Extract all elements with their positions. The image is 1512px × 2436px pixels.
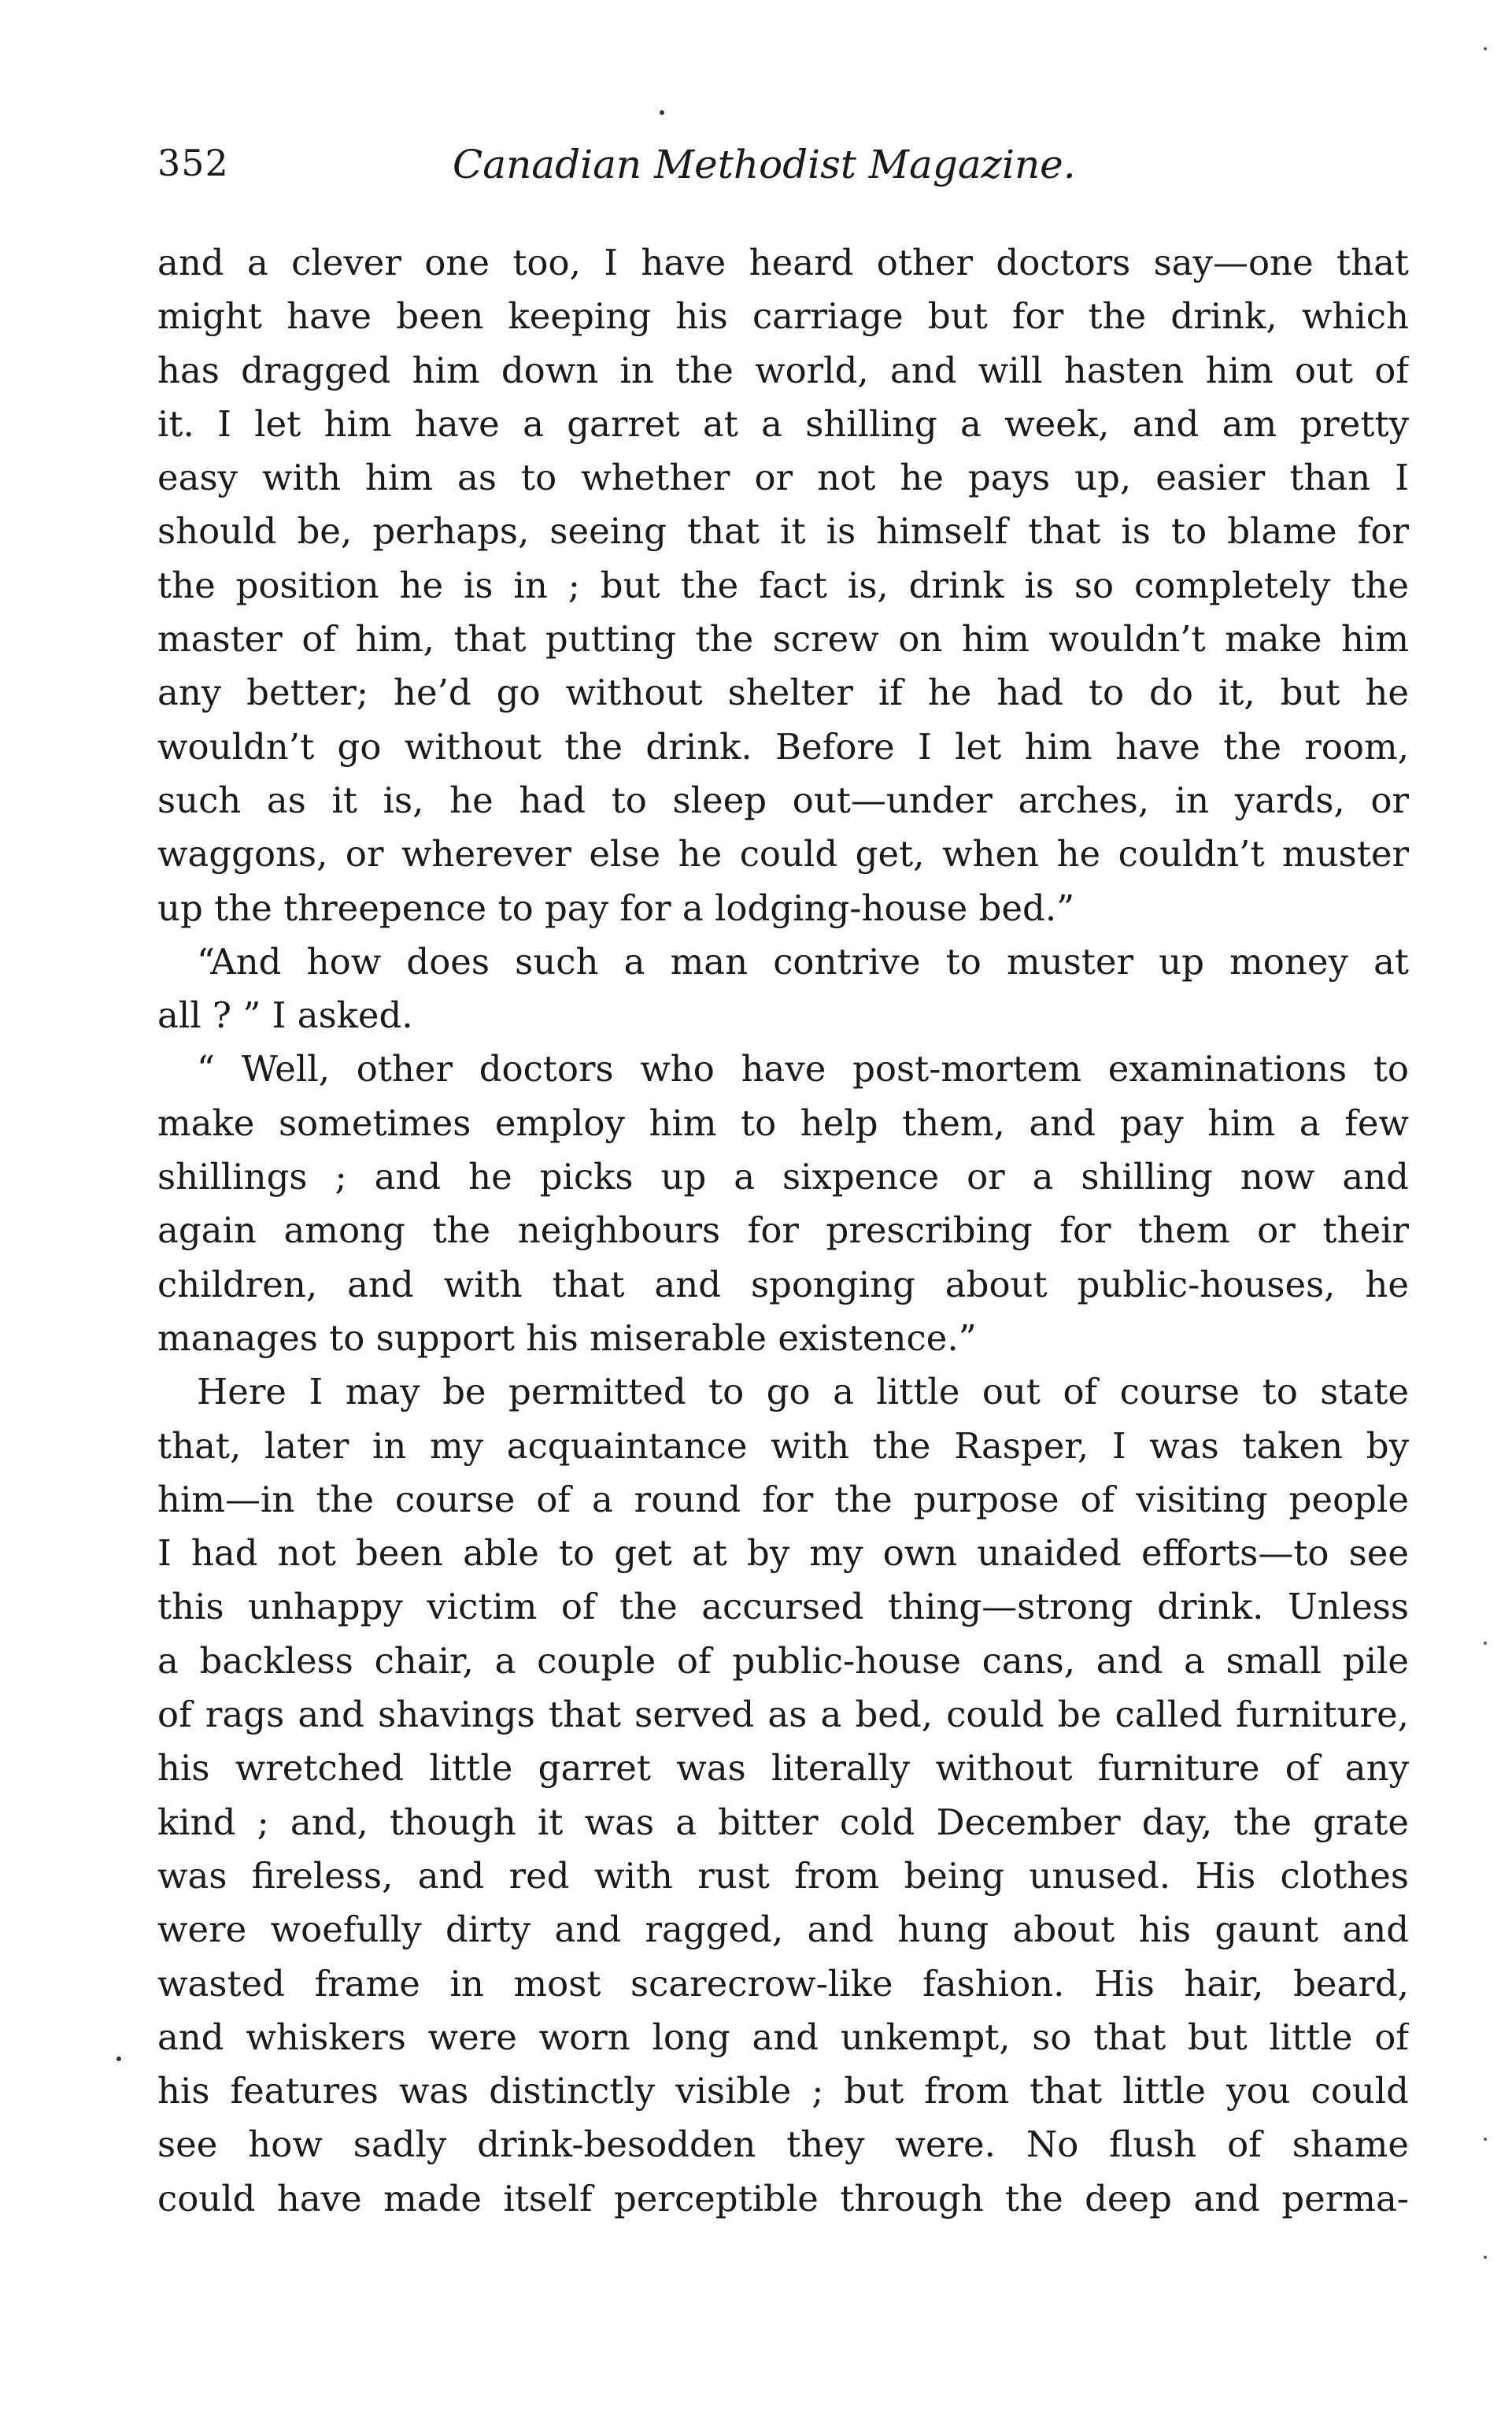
- text-line: him—in the course of a round for the purpose of visiting people: [157, 1478, 1409, 1520]
- page-number: 352: [157, 142, 229, 184]
- text-line: shillings ; and he picks up a sixpence or a shilling now and: [157, 1156, 1409, 1198]
- ink-speck: [1484, 47, 1487, 50]
- ink-speck: [1484, 1642, 1487, 1645]
- text-line: such as it is, he had to sleep out—under arches, in yards, or: [157, 779, 1409, 821]
- text-line: “ Well, other doctors who have post-mortem examinations to: [197, 1048, 1409, 1090]
- body-text: [157, 236, 1409, 2226]
- text-line: his wretched little garret was literally without furniture of any: [157, 1747, 1409, 1790]
- text-line: were woefully dirty and ragged, and hung about his gaunt and: [157, 1908, 1409, 1951]
- ink-speck: [1484, 2256, 1487, 2259]
- text-line: could have made itself perceptible through the deep and perma-: [157, 2177, 1409, 2219]
- text-line: again among the neighbours for prescribing for them or their: [157, 1209, 1409, 1252]
- text-line: up the threepence to pay for a lodging-house bed.”: [157, 887, 1075, 929]
- text-line: should be, perhaps, seeing that it is himself that is to blame for: [157, 510, 1409, 553]
- text-line: and whiskers were worn long and unkempt, so that but little of: [157, 2016, 1409, 2058]
- text-line: manages to support his miserable existence.”: [157, 1316, 977, 1359]
- text-line: any better; he’d go without shelter if he had to do it, but he: [157, 672, 1409, 714]
- text-line: that, later in my acquaintance with the Rasper, I was taken by: [157, 1424, 1409, 1467]
- text-line: of rags and shavings that served as a bed, could be called furniture,: [157, 1694, 1409, 1736]
- text-line: a backless chair, a couple of public-house cans, and a small pile: [157, 1639, 1409, 1682]
- ink-speck: [116, 2057, 121, 2061]
- text-line: Here I may be permitted to go a little out of course to state: [197, 1371, 1409, 1413]
- text-line: waggons, or wherever else he could get, when he couldn’t muster: [157, 833, 1409, 876]
- text-line: might have been keeping his carriage but for the drink, which: [157, 295, 1409, 338]
- text-line: kind ; and, though it was a bitter cold December day, the grate: [157, 1801, 1409, 1843]
- text-line: wouldn’t go without the drink. Before I let him have the room,: [157, 725, 1409, 768]
- text-line: I had not been able to get at by my own unaided efforts—to see: [157, 1532, 1409, 1575]
- text-line: see how sadly drink-besodden they were. No flush of shame: [157, 2123, 1409, 2166]
- text-line: children, and with that and sponging about public-houses, he: [157, 1263, 1409, 1305]
- text-line: easy with him as to whether or not he pays up, easier than I: [157, 457, 1409, 499]
- text-line: was fireless, and red with rust from being unused. His clothes: [157, 1854, 1409, 1897]
- text-line: it. I let him have a garret at a shilling a week, and am pretty: [157, 402, 1409, 445]
- text-line: all ? ” I asked.: [157, 994, 413, 1037]
- text-line: “And how does such a man contrive to muster up money at: [197, 940, 1409, 983]
- text-line: has dragged him down in the world, and will hasten him out of: [157, 349, 1409, 391]
- text-line: wasted frame in most scarecrow-like fashion. His hair, beard,: [157, 1962, 1409, 2005]
- text-line: make sometimes employ him to help them, and pay him a few: [157, 1101, 1409, 1144]
- text-line: this unhappy victim of the accursed thing—strong drink. Unless: [157, 1586, 1409, 1628]
- running-title: Canadian Methodist Magazine.: [453, 142, 1076, 187]
- ink-speck: [660, 110, 664, 115]
- ink-speck: [1484, 2138, 1487, 2141]
- text-line: the position he is in ; but the fact is, drink is so completely the: [157, 564, 1409, 606]
- text-line: master of him, that putting the screw on him wouldn’t make him: [157, 618, 1409, 661]
- page-header: [157, 142, 1409, 205]
- text-line: and a clever one too, I have heard other doctors say—one that: [157, 242, 1409, 283]
- text-line: his features was distinctly visible ; but from that little you could: [157, 2070, 1409, 2112]
